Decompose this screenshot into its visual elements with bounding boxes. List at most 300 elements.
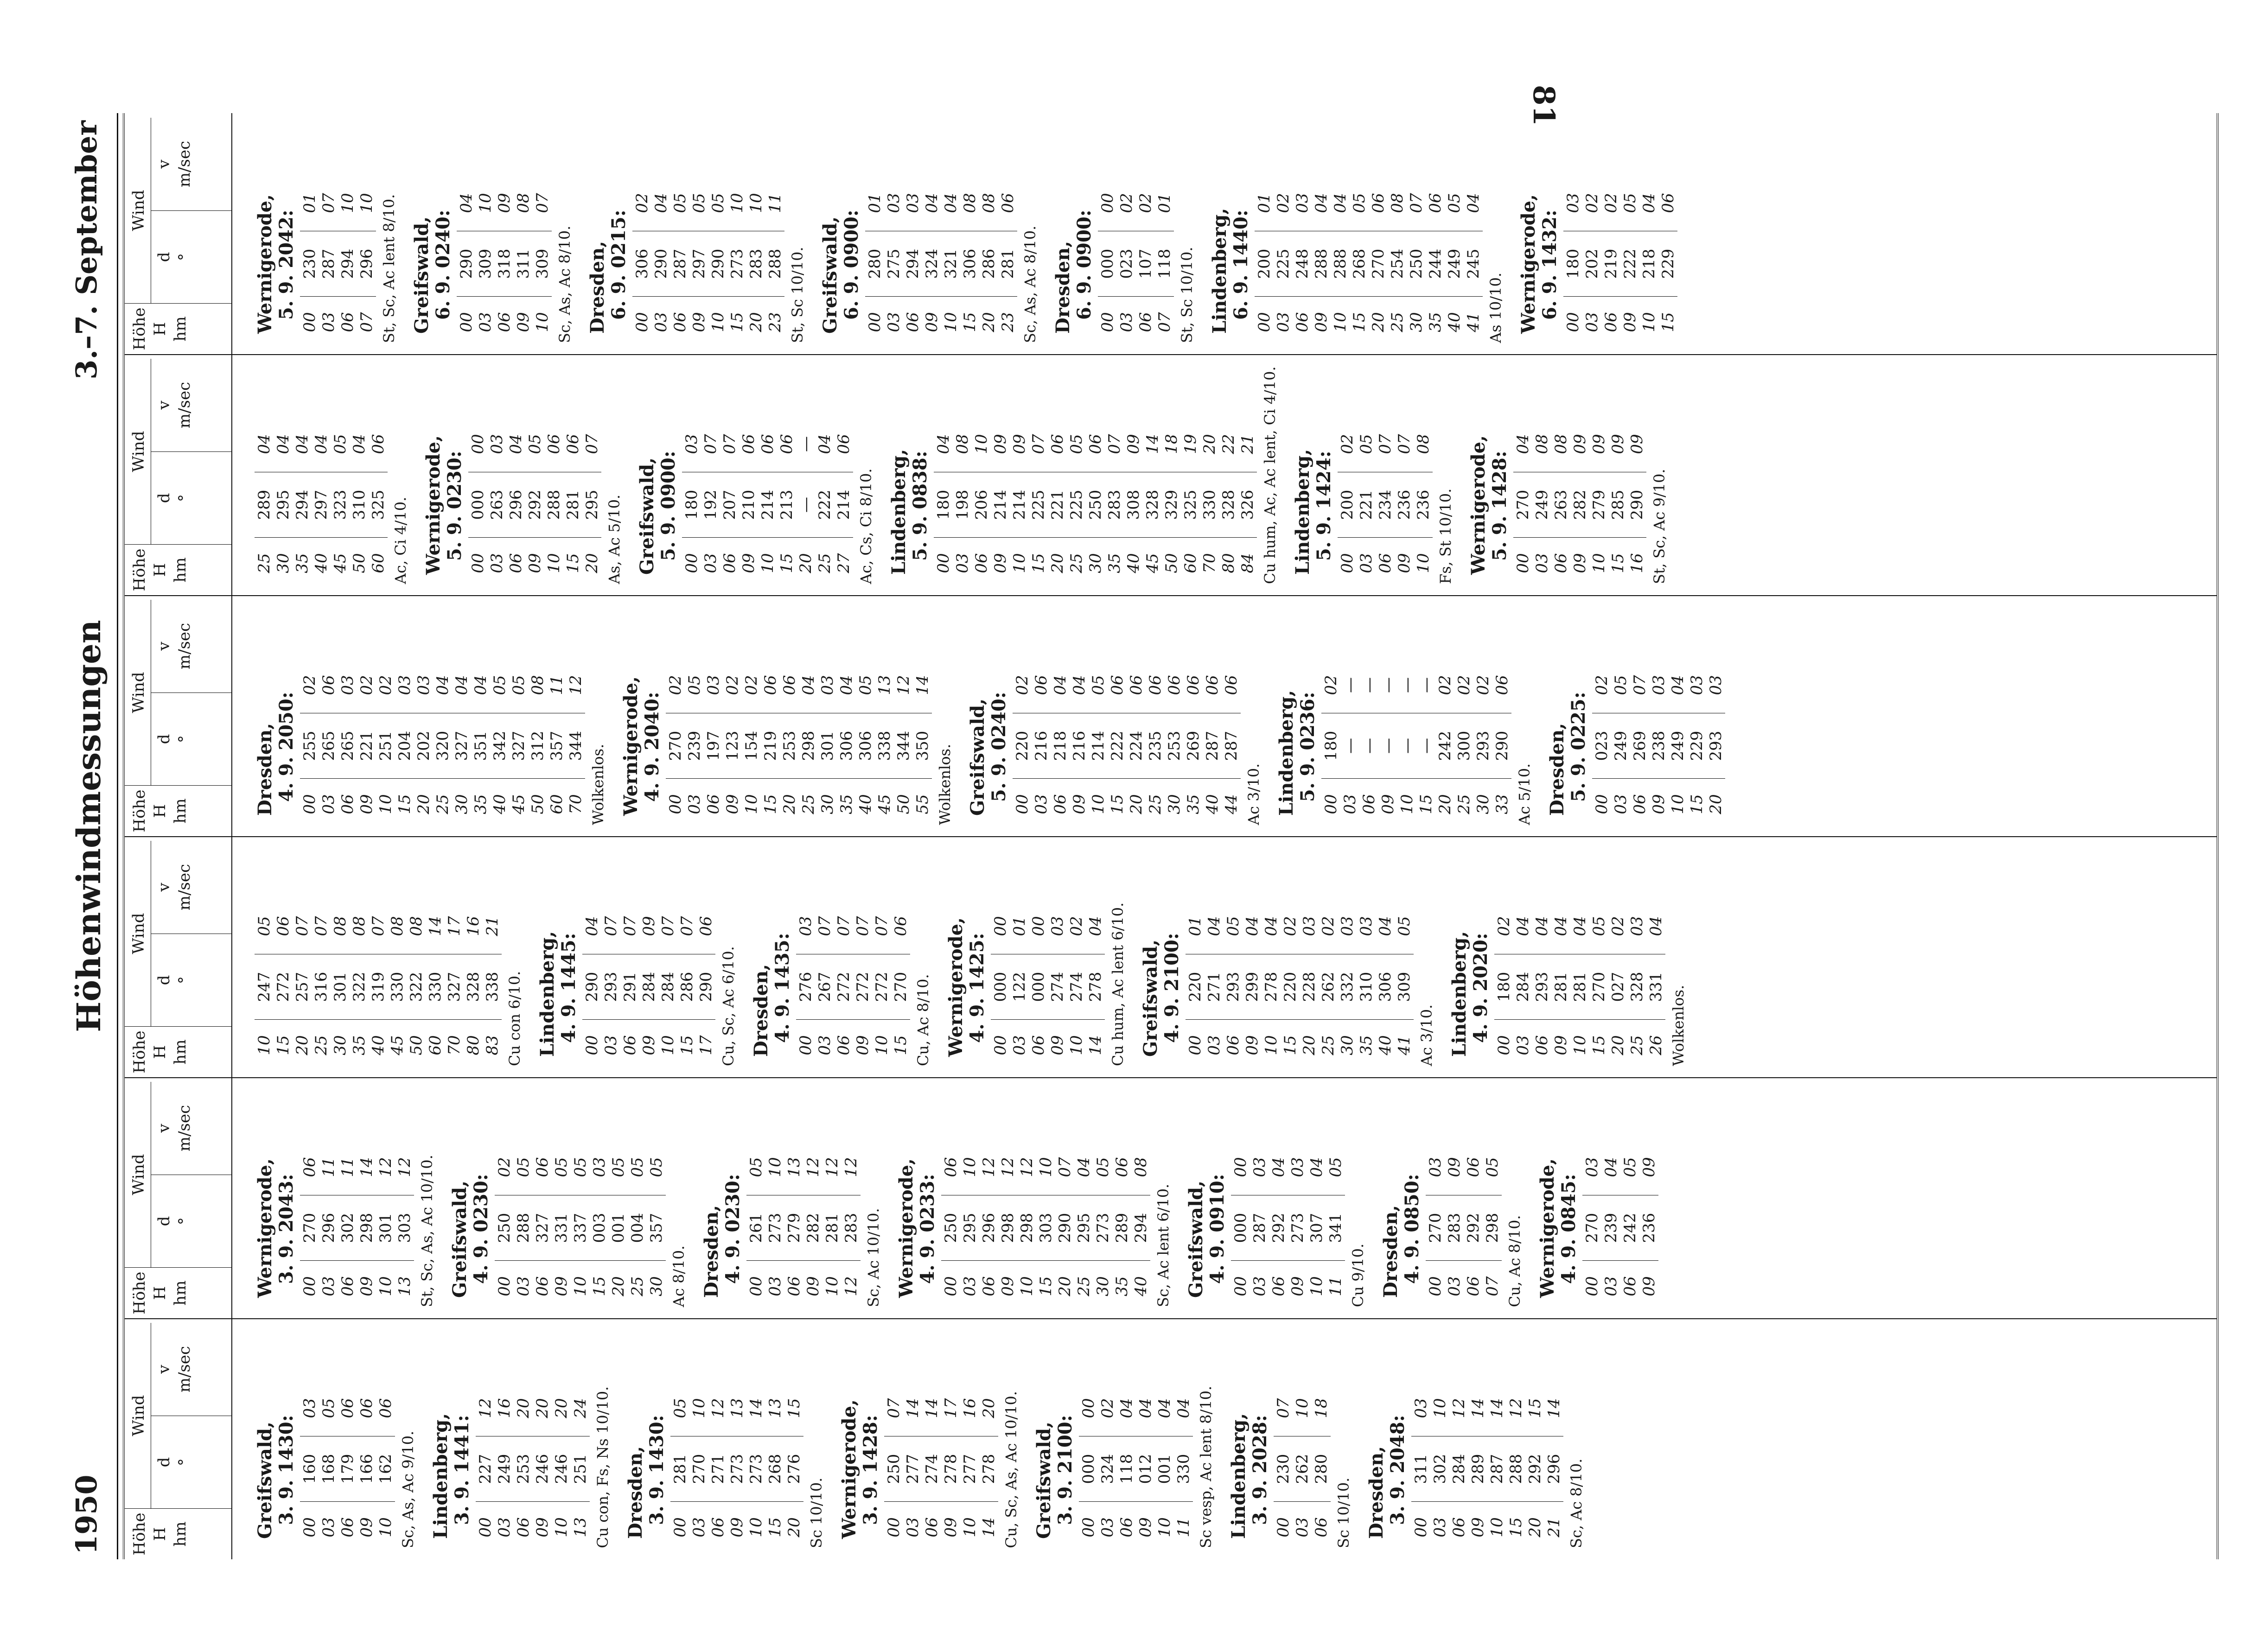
station-name: Dresden, <box>1365 1446 1387 1539</box>
height-cell: 30 <box>1165 794 1184 814</box>
table-row <box>1181 416 1200 589</box>
table-row <box>647 1139 666 1312</box>
direction-header: d ° <box>151 693 231 785</box>
table-row <box>514 1139 533 1312</box>
height-cell: 15 <box>1108 794 1127 814</box>
table-row <box>1449 1380 1468 1553</box>
direction-cell: 214 <box>991 472 1010 538</box>
speed-cell: 02 <box>1435 657 1454 713</box>
station-block <box>1140 844 1436 1071</box>
speed-cell: 06 <box>1203 657 1222 713</box>
speed-cell: 04 <box>1532 898 1551 954</box>
direction-cell: 299 <box>1243 954 1262 1020</box>
height-cell: 35 <box>1105 553 1124 573</box>
speed-cell: 04 <box>1570 898 1589 954</box>
table-row <box>1369 175 1388 348</box>
direction-cell: 249 <box>495 1436 514 1502</box>
speed-cell: 04 <box>651 175 670 231</box>
speed-cell: 12 <box>1449 1380 1468 1436</box>
height-cell: 15 <box>727 312 746 332</box>
speed-cell: 16 <box>960 1380 979 1436</box>
height-cell: 30 <box>1086 553 1105 573</box>
table-row <box>338 1139 357 1312</box>
height-cell: 03 <box>1274 312 1293 332</box>
direction-cell: — <box>1359 713 1378 779</box>
height-cell: 00 <box>941 1276 960 1296</box>
height-cell: 07 <box>357 312 376 332</box>
speed-cell: 10 <box>338 175 357 231</box>
speed-cell: 00 <box>1029 898 1048 954</box>
speed-cell: 05 <box>609 1139 628 1195</box>
observation-table <box>1274 1380 1331 1553</box>
speed-cell: 14 <box>1143 416 1162 472</box>
speed-cell: 05 <box>708 175 727 231</box>
direction-cell: 248 <box>1293 231 1312 297</box>
table-row <box>884 175 903 348</box>
table-row <box>865 175 884 348</box>
height-cell: 09 <box>1395 553 1414 573</box>
height-cell: 03 <box>1250 1276 1269 1296</box>
height-cell: 00 <box>632 312 651 332</box>
speed-cell: 14 <box>426 898 445 954</box>
table-row <box>972 416 991 589</box>
height-cell: 20 <box>582 553 601 573</box>
height-cell: 15 <box>1506 1517 1525 1538</box>
station-block <box>701 1085 883 1312</box>
station-time: 3. 9. 2028: <box>1249 1415 1271 1525</box>
speed-cell: 09 <box>1608 416 1627 472</box>
speed-cell: 06 <box>1184 657 1203 713</box>
height-cell: 30 <box>331 1035 350 1055</box>
height-cell: 03 <box>487 553 506 573</box>
table-row <box>1108 657 1127 830</box>
speed-cell: 09 <box>1639 1139 1658 1195</box>
table-row <box>658 898 677 1071</box>
height-cell: 03 <box>1513 1035 1532 1055</box>
table-row <box>338 657 357 830</box>
height-cell: 14 <box>979 1517 998 1538</box>
table-row <box>777 416 796 589</box>
height-cell: 80 <box>1219 553 1238 573</box>
speed-cell: 06 <box>338 1380 357 1436</box>
observation-table <box>1013 657 1241 830</box>
height-cell: 03 <box>960 1276 979 1296</box>
direction-cell: 023 <box>1592 713 1611 779</box>
station-block <box>430 1326 612 1553</box>
direction-cell: 214 <box>1010 472 1029 538</box>
observation-table <box>495 1139 666 1312</box>
table-row <box>1307 1139 1326 1312</box>
speed-cell: 05 <box>255 898 274 954</box>
table-row <box>552 1380 571 1553</box>
speed-cell: — <box>796 416 815 472</box>
table-row <box>1288 1139 1307 1312</box>
height-cell: 25 <box>312 1035 331 1055</box>
height-cell: 06 <box>1269 1276 1288 1296</box>
table-row <box>822 1139 841 1312</box>
direction-cell: 295 <box>582 472 601 538</box>
table-row <box>533 1380 552 1553</box>
speed-cell: 12 <box>979 1139 998 1195</box>
height-cell: 20 <box>1369 312 1388 332</box>
page-title: Höhenwindmessungen <box>70 620 108 1032</box>
wind-header: Wind <box>125 1082 151 1267</box>
speed-cell: 03 <box>395 657 414 713</box>
speed-cell: 12 <box>566 657 585 713</box>
cloud-note: Sc, Ac 10/10. <box>865 1208 882 1307</box>
height-cell: 50 <box>1162 553 1181 573</box>
direction-cell: 306 <box>960 231 979 297</box>
direction-cell: 269 <box>1184 713 1203 779</box>
height-cell: 15 <box>1350 312 1369 332</box>
direction-cell: 254 <box>1388 231 1407 297</box>
observation-table <box>1592 657 1725 830</box>
speed-cell: 10 <box>357 175 376 231</box>
direction-cell: 268 <box>765 1436 784 1502</box>
direction-cell: 214 <box>758 472 777 538</box>
station-block <box>839 1326 1020 1553</box>
height-cell: 00 <box>884 1517 903 1538</box>
station-name: Lindenberg, <box>1448 931 1470 1057</box>
direction-cell: 302 <box>338 1195 357 1261</box>
speed-cell: 04 <box>506 416 525 472</box>
height-cell: 20 <box>1127 794 1146 814</box>
height-cell: 09 <box>533 1517 552 1538</box>
station-block <box>888 362 1279 589</box>
hoehe-header: Höhe H hm <box>125 544 231 595</box>
height-cell: 10 <box>1017 1276 1036 1296</box>
direction-cell: 290 <box>582 954 601 1020</box>
station-time: 3. 9. 1430: <box>646 1415 668 1525</box>
height-cell: 07 <box>1155 312 1174 332</box>
table-row <box>533 1139 552 1312</box>
height-cell: 20 <box>293 1035 312 1055</box>
speed-cell: 17 <box>941 1380 960 1436</box>
direction-cell: 284 <box>658 954 677 1020</box>
speed-cell: 05 <box>490 657 509 713</box>
column-header <box>125 113 232 354</box>
table-row <box>1544 1380 1563 1553</box>
table-row <box>1231 1139 1250 1312</box>
speed-cell: 21 <box>483 898 502 954</box>
table-row <box>1359 657 1378 830</box>
height-cell: 25 <box>433 794 452 814</box>
speed-cell: 07 <box>677 898 696 954</box>
table-row <box>1238 416 1257 589</box>
speed-cell: 02 <box>632 175 651 231</box>
station-time: 6. 9. 1440: <box>1230 210 1252 320</box>
table-row <box>357 657 376 830</box>
height-cell: 10 <box>533 312 552 332</box>
height-cell: 30 <box>647 1276 666 1296</box>
speed-cell: 06 <box>563 416 582 472</box>
station-time: 4. 9. 2020: <box>1470 933 1492 1043</box>
table-row <box>468 416 487 589</box>
direction-cell: 298 <box>998 1195 1017 1261</box>
direction-cell: 292 <box>1269 1195 1288 1261</box>
direction-cell: 229 <box>1658 231 1677 297</box>
speed-cell: 01 <box>1010 898 1029 954</box>
height-cell: 03 <box>701 553 720 573</box>
height-cell: 00 <box>1411 1517 1430 1538</box>
speed-cell: — <box>1359 657 1378 713</box>
top-rule <box>117 113 118 1559</box>
height-cell: 17 <box>696 1035 715 1055</box>
height-cell: 20 <box>1525 1517 1544 1538</box>
station-name: Dresden, <box>1546 723 1568 816</box>
speed-cell: 06 <box>274 898 293 954</box>
direction-cell: 210 <box>739 472 758 538</box>
speed-cell: 06 <box>758 416 777 472</box>
height-cell: 50 <box>894 794 913 814</box>
station-block <box>967 603 1263 830</box>
speed-cell: 13 <box>727 1380 746 1436</box>
direction-cell: 297 <box>312 472 331 538</box>
direction-cell: 118 <box>1117 1436 1136 1502</box>
table-row <box>1338 416 1357 589</box>
direction-cell: 200 <box>1338 472 1357 538</box>
observation-table <box>884 1380 998 1553</box>
speed-cell: 08 <box>1388 175 1407 231</box>
table-row <box>1186 898 1205 1071</box>
table-row <box>979 1139 998 1312</box>
station-block <box>945 844 1127 1071</box>
height-cell: 20 <box>1300 1035 1319 1055</box>
speed-cell: 01 <box>300 175 319 231</box>
station-name: Wernigerode, <box>945 917 967 1057</box>
measurements-table <box>123 113 2218 1559</box>
height-cell: 09 <box>941 1517 960 1538</box>
direction-cell: 179 <box>338 1436 357 1502</box>
height-cell: 30 <box>1093 1276 1112 1296</box>
speed-cell: 07 <box>815 898 834 954</box>
observation-table <box>300 1380 395 1553</box>
height-cell: 40 <box>369 1035 388 1055</box>
speed-cell: 04 <box>457 175 476 231</box>
height-cell: 20 <box>979 312 998 332</box>
speed-cell: 12 <box>708 1380 727 1436</box>
speed-cell: 04 <box>941 175 960 231</box>
height-cell: 00 <box>796 1035 815 1055</box>
direction-cell: 001 <box>1155 1436 1174 1502</box>
height-cell: 14 <box>1086 1035 1105 1055</box>
observation-table <box>582 898 715 1071</box>
speed-cell: — <box>1416 657 1435 713</box>
height-cell: 30 <box>1338 1035 1357 1055</box>
direction-cell: 200 <box>1255 231 1274 297</box>
table-row <box>1300 898 1319 1071</box>
table-row <box>1388 175 1407 348</box>
height-cell: 09 <box>1288 1276 1307 1296</box>
speed-cell: 10 <box>1293 1380 1312 1436</box>
table-row <box>331 416 350 589</box>
table-row <box>1668 657 1687 830</box>
direction-cell: 220 <box>1013 713 1032 779</box>
station-name: Lindenberg, <box>1292 449 1313 575</box>
height-cell: 09 <box>991 553 1010 573</box>
station-block <box>449 1085 688 1312</box>
direction-cell: 270 <box>666 713 685 779</box>
table-row <box>979 175 998 348</box>
height-cell: 10 <box>1262 1035 1281 1055</box>
station-time: 5. 9. 0230: <box>444 451 465 561</box>
height-cell: 06 <box>338 1517 357 1538</box>
wind-header: Wind <box>125 359 151 544</box>
observation-table <box>1494 898 1665 1071</box>
speed-cell: — <box>1378 657 1397 713</box>
speed-cell: 07 <box>1274 1380 1293 1436</box>
speed-cell: 04 <box>1331 175 1350 231</box>
table-row <box>765 175 784 348</box>
table-row <box>1563 175 1582 348</box>
table-row <box>590 1139 609 1312</box>
speed-cell: 01 <box>1255 175 1274 231</box>
direction-cell: 338 <box>483 954 502 1020</box>
speed-cell: 04 <box>922 175 941 231</box>
table-row <box>1483 1139 1502 1312</box>
speed-cell: 06 <box>1426 175 1445 231</box>
speed-cell: 05 <box>552 1139 571 1195</box>
height-cell: 06 <box>903 312 922 332</box>
table-row <box>746 1380 765 1553</box>
table-row <box>319 657 338 830</box>
observation-table <box>666 657 932 830</box>
table-row <box>1274 175 1293 348</box>
direction-cell: 253 <box>780 713 799 779</box>
height-cell: 09 <box>1136 1517 1155 1538</box>
table-row <box>338 175 357 348</box>
observation-table <box>1255 175 1483 348</box>
speed-cell: — <box>1397 657 1416 713</box>
speed-cell: 04 <box>1464 175 1483 231</box>
direction-cell: 027 <box>1608 954 1627 1020</box>
height-cell: 40 <box>1376 1035 1395 1055</box>
speed-cell: 05 <box>1093 1139 1112 1195</box>
speed-cell: 12 <box>803 1139 822 1195</box>
table-row <box>1611 657 1630 830</box>
speed-cell: 11 <box>765 175 784 231</box>
height-cell: 10 <box>1487 1517 1506 1538</box>
height-cell: 35 <box>1357 1035 1376 1055</box>
height-cell: 11 <box>1174 1517 1193 1538</box>
direction-header: d ° <box>151 934 231 1026</box>
speed-cell: 05 <box>689 175 708 231</box>
wind-header: Wind <box>125 118 151 303</box>
direction-cell: 250 <box>495 1195 514 1261</box>
direction-cell: 227 <box>476 1436 495 1502</box>
height-cell: 25 <box>1067 553 1086 573</box>
height-cell: 00 <box>1513 553 1532 573</box>
direction-cell: 251 <box>571 1436 590 1502</box>
height-cell: 09 <box>1048 1035 1067 1055</box>
direction-cell: 330 <box>426 954 445 1020</box>
table-row <box>1269 1139 1288 1312</box>
speed-cell: 04 <box>1051 657 1070 713</box>
speed-cell: 02 <box>1454 657 1473 713</box>
direction-cell: 192 <box>701 472 720 538</box>
speed-cell: 00 <box>1231 1139 1250 1195</box>
station-block <box>1468 362 1669 589</box>
height-cell: 25 <box>255 553 274 573</box>
direction-cell: 221 <box>1357 472 1376 538</box>
speed-cell: 03 <box>1687 657 1706 713</box>
table-row <box>274 416 293 589</box>
direction-cell: 325 <box>1181 472 1200 538</box>
station-time: 5. 9. 1424: <box>1313 451 1335 561</box>
table-row <box>547 657 566 830</box>
table-row <box>704 657 723 830</box>
height-cell: 26 <box>1646 1035 1665 1055</box>
station-name: Greifswald, <box>636 457 658 575</box>
table-row <box>255 416 274 589</box>
direction-cell: 294 <box>293 472 312 538</box>
table-row <box>1426 1139 1445 1312</box>
table-row <box>1608 898 1627 1071</box>
table-row <box>376 657 395 830</box>
table-row <box>689 1380 708 1553</box>
direction-cell: 218 <box>1051 713 1070 779</box>
direction-cell: 344 <box>894 713 913 779</box>
station-time: 6. 9. 0215: <box>608 210 630 320</box>
station-block <box>255 120 398 348</box>
height-cell: 09 <box>1649 794 1668 814</box>
observation-table <box>1563 175 1677 348</box>
height-cell: 06 <box>720 553 739 573</box>
speed-cell: 14 <box>913 657 932 713</box>
height-cell: 06 <box>1620 1276 1639 1296</box>
speed-cell: 04 <box>1155 1380 1174 1436</box>
table-row <box>1089 657 1108 830</box>
table-row <box>1525 1380 1544 1553</box>
direction-cell: 250 <box>1407 231 1426 297</box>
station-time: 5. 9. 0240: <box>988 692 1010 802</box>
station-time: 4. 9. 1425: <box>966 933 988 1043</box>
direction-cell: 325 <box>369 472 388 538</box>
height-cell: 09 <box>1468 1517 1487 1538</box>
direction-cell: 324 <box>1098 1436 1117 1502</box>
direction-cell: 344 <box>566 713 585 779</box>
table-row <box>369 416 388 589</box>
speed-cell: 07 <box>720 416 739 472</box>
height-cell: 00 <box>300 1517 319 1538</box>
hoehe-header: Höhe H hm <box>125 1026 231 1077</box>
speed-cell: 09 <box>1627 416 1646 472</box>
height-cell: 20 <box>414 794 433 814</box>
height-cell: 35 <box>350 1035 369 1055</box>
height-cell: 20 <box>1706 794 1725 814</box>
speed-cell: 04 <box>433 657 452 713</box>
table-row <box>319 1380 338 1553</box>
height-cell: 20 <box>1435 794 1454 814</box>
table-row <box>1532 416 1551 589</box>
direction-cell: 204 <box>395 713 414 779</box>
table-row <box>1281 898 1300 1071</box>
height-cell: 20 <box>796 553 815 573</box>
speed-cell: 06 <box>1464 1139 1483 1195</box>
direction-cell: 278 <box>1262 954 1281 1020</box>
direction-cell: 261 <box>746 1195 765 1261</box>
height-cell: 15 <box>960 312 979 332</box>
table-row <box>1079 1380 1098 1553</box>
height-cell: 33 <box>1492 794 1511 814</box>
direction-cell: 301 <box>331 954 350 1020</box>
direction-cell: 253 <box>514 1436 533 1502</box>
height-cell: 06 <box>1532 1035 1551 1055</box>
speed-cell: 09 <box>1124 416 1143 472</box>
table-row <box>1255 175 1274 348</box>
table-row <box>319 175 338 348</box>
speed-cell: 06 <box>1112 1139 1131 1195</box>
